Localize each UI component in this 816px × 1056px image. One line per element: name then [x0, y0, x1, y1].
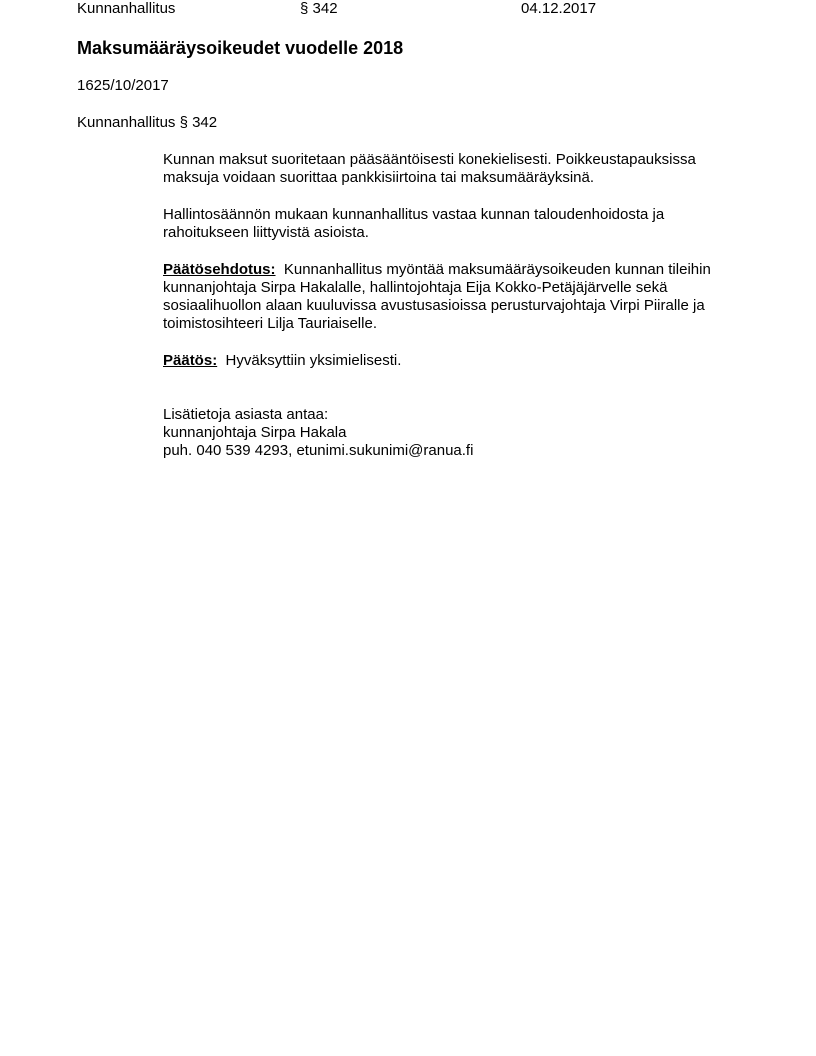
header-body-name: Kunnanhallitus [77, 0, 176, 17]
contact-intro: Lisätietoja asiasta antaa: [163, 406, 329, 423]
decision-label: Päätös: [163, 352, 218, 369]
contact-details: puh. 040 539 4293, etunimi.sukunimi@ranua.fi [163, 442, 474, 459]
decision-text: Hyväksyttiin yksimielisesti. [225, 352, 402, 369]
proposal-text: Kunnanhallitus myöntää maksumääräysoikeuden kunnan tileihin kunnanjohtaja Sirpa Hakalalle, hallintojohtaja Eija Kokko-Petäjäjärvelle sekä sosiaalihuollon alaan kuuluvissa avustusasioissa perusturvajohtaja Virpi Piiralle ja toimistosihteeri Lilja Tauriaiselle. [163, 261, 711, 332]
decision-paragraph [163, 352, 743, 370]
contact-block [163, 406, 743, 460]
document-title: Maksumääräysoikeudet vuodelle 2018 [77, 38, 404, 58]
contact-person: kunnanjohtaja Sirpa Hakala [163, 424, 347, 441]
proposal-paragraph [163, 261, 743, 333]
proposal-label: Päätösehdotus: [163, 261, 276, 278]
paragraph-payments: Kunnan maksut suoritetaan pääsääntöisesti konekielisesti. Poikkeustapauksissa maksuja voidaan suorittaa pankkisiirtoina tai maksumääräyksinä. [163, 151, 696, 186]
paragraph-administration-rules: Hallintosäännön mukaan kunnanhallitus vastaa kunnan taloudenhoidosta ja rahoitukseen liittyvistä asioista. [163, 206, 665, 241]
document-body [163, 151, 743, 460]
header-section-number: § 342 [300, 0, 338, 17]
section-reference: Kunnanhallitus § 342 [77, 114, 218, 131]
case-number: 1625/10/2017 [77, 77, 169, 94]
header-date: 04.12.2017 [521, 0, 597, 17]
